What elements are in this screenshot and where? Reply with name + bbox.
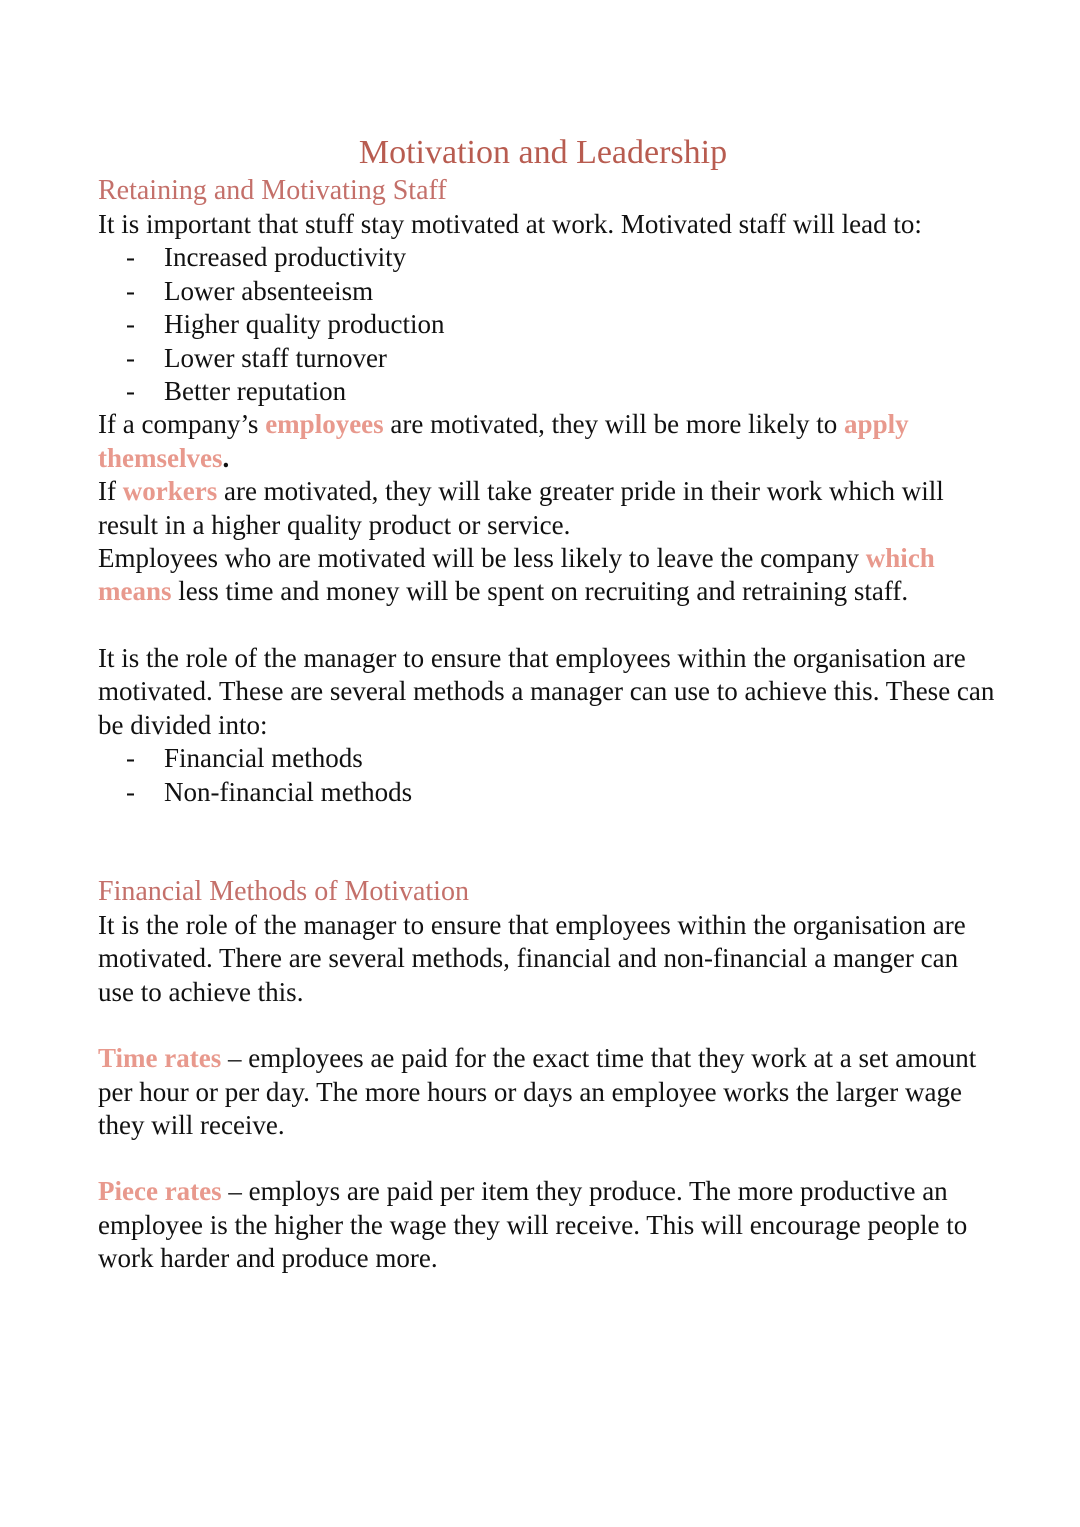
dash-bullet: - <box>126 342 135 373</box>
list-item-text: Lower staff turnover <box>164 342 387 373</box>
list-item <box>126 776 998 809</box>
spacer <box>98 609 998 642</box>
list-item-text: Increased productivity <box>164 242 407 273</box>
highlight-which-means: which means <box>98 543 935 607</box>
workers-paragraph: If workers are motivated, they will take greater pride in their work which will result in a higher quality product or service. <box>98 476 944 540</box>
financial-intro-paragraph: It is the role of the manager to ensure that employees within the organisation are motivated. There are several methods, financial and non-financial a manger can use to achieve this. <box>98 909 966 1007</box>
list-item-text: Non-financial methods <box>164 776 413 807</box>
spacer <box>98 809 998 875</box>
intro-paragraph: It is important that stuff stay motivated at work. Motivated staff will lead to: <box>98 209 922 239</box>
dash-bullet: - <box>126 309 135 340</box>
document-content <box>98 132 998 1276</box>
list-item <box>126 275 998 308</box>
term-time-rates: Time rates <box>98 1043 222 1074</box>
employees-paragraph: If a company’s employees are motivated, they will be more likely to apply themselves. <box>98 409 909 473</box>
page-title: Motivation and Leadership <box>358 134 728 171</box>
spacer <box>98 1009 998 1042</box>
list-item <box>126 375 998 408</box>
term-piece-rates: Piece rates <box>98 1176 222 1207</box>
time-rates-paragraph: Time rates – employees ae paid for the exact time that they work at a set amount per hour or per day. The more hours or days an employee works the larger wage they will receive. <box>98 1043 977 1140</box>
piece-rates-paragraph: Piece rates – employs are paid per item they produce. The more productive an employee is the higher the wage they will receive. This will encourage people to work harder and produce more. <box>98 1176 968 1274</box>
spacer <box>98 1142 998 1175</box>
list-item-text: Lower absenteeism <box>164 275 374 306</box>
list-item <box>126 308 998 341</box>
dash-bullet: - <box>126 776 135 807</box>
list-item-text: Higher quality production <box>164 309 445 340</box>
retention-paragraph: Employees who are motivated will be less likely to leave the company which means less time and money will be spent on recruiting and retraining staff. <box>98 543 935 607</box>
methods-list <box>98 742 998 809</box>
highlight-apply-themselves: apply themselves <box>98 409 909 473</box>
list-item-text: Financial methods <box>164 743 363 774</box>
dash-bullet: - <box>126 376 135 407</box>
section-heading-retaining: Retaining and Motivating Staff <box>98 175 447 206</box>
highlight-employees: employees <box>265 409 384 440</box>
dash-bullet: - <box>126 242 135 273</box>
list-item <box>126 742 998 775</box>
list-item <box>126 342 998 375</box>
list-item-text: Better reputation <box>164 376 347 407</box>
dash-bullet: - <box>126 743 135 774</box>
dash-bullet: - <box>126 275 135 306</box>
manager-role-paragraph: It is the role of the manager to ensure that employees within the organisation are motivated. These are several methods a manager can use to achieve this. These can be divided into: <box>98 642 995 740</box>
list-item <box>126 241 998 274</box>
section-heading-financial: Financial Methods of Motivation <box>98 875 469 907</box>
highlight-workers: workers <box>122 476 218 507</box>
benefits-list <box>98 241 998 408</box>
